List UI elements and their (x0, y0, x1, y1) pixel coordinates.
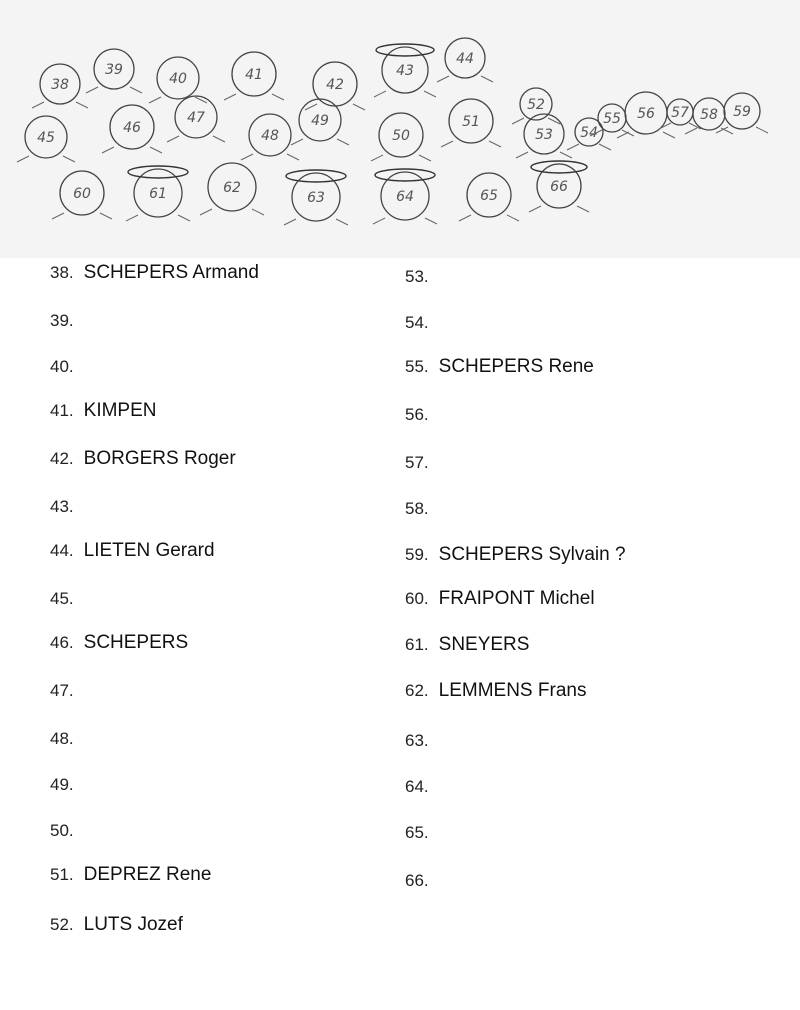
roster-entry (405, 452, 439, 474)
sketch-face-number: 62 (223, 180, 241, 196)
entry-number: 44. (50, 541, 74, 560)
sketch-face (374, 44, 436, 97)
sketch-face-number: 47 (187, 110, 205, 126)
roster-entry (50, 496, 84, 518)
sketch-face-number: 38 (51, 77, 69, 93)
sketch-face-number: 52 (527, 97, 545, 113)
roster-entry (405, 404, 439, 426)
sketch-face (241, 114, 299, 160)
sketch-canvas (0, 0, 800, 258)
sketch-face-number: 51 (462, 114, 480, 130)
sketch-face-number: 55 (603, 111, 621, 127)
sketch-face-number: 59 (733, 104, 751, 120)
roster-entry (405, 822, 439, 844)
sketch-face (102, 105, 162, 153)
entry-name: BORGERS Roger (83, 448, 236, 469)
sketch-face-number: 60 (73, 186, 91, 202)
entry-name: SCHEPERS (83, 632, 189, 653)
sketch-face-number: 46 (123, 120, 141, 136)
sketch-face (32, 64, 88, 108)
roster-entry (50, 864, 211, 886)
roster-entry (50, 728, 84, 750)
sketch-face (17, 116, 75, 162)
sketch-face (371, 113, 431, 161)
entry-name: FRAIPONT Michel (438, 588, 595, 609)
sketch-face (716, 93, 768, 133)
name-roster (0, 258, 800, 1010)
sketch-face-number: 44 (456, 51, 474, 67)
sketch-face-number: 66 (550, 179, 568, 195)
roster-entry (405, 266, 439, 288)
entry-number: 66. (405, 871, 429, 890)
roster-entry (405, 588, 595, 610)
entry-name: SNEYERS (438, 634, 530, 655)
sketch-face-number: 42 (326, 77, 344, 93)
sketch-face (284, 170, 348, 225)
sketch-face-number: 58 (700, 107, 718, 123)
roster-entry (50, 540, 215, 562)
entry-name: SCHEPERS Armand (83, 262, 259, 283)
entry-name: LIETEN Gerard (83, 540, 215, 561)
roster-entry (50, 448, 236, 470)
sketch-face (126, 166, 190, 221)
sketch-face-number: 49 (311, 113, 329, 129)
sketch-face (441, 99, 501, 147)
entry-name: SCHEPERS Sylvain ? (438, 544, 626, 565)
roster-entry (405, 870, 439, 892)
roster-entry (50, 588, 84, 610)
sketch-face (200, 163, 264, 215)
entry-number: 62. (405, 681, 429, 700)
entry-number: 57. (405, 453, 429, 472)
entry-name: SCHEPERS Rene (438, 356, 594, 377)
roster-entry (405, 312, 439, 334)
entry-number: 53. (405, 267, 429, 286)
entry-number: 39. (50, 311, 74, 330)
entry-number: 42. (50, 449, 74, 468)
entry-name: LEMMENS Frans (438, 680, 587, 701)
sketch-face-number: 54 (580, 125, 598, 141)
entry-number: 45. (50, 589, 74, 608)
roster-entry (405, 730, 439, 752)
sketch-face (373, 169, 437, 224)
sketch-face (516, 114, 572, 158)
entry-name: DEPREZ Rene (83, 864, 212, 885)
sketch-face (167, 96, 225, 142)
face-key-sketch (0, 0, 800, 258)
roster-entry (50, 632, 188, 654)
sketch-face (86, 49, 142, 93)
entry-number: 52. (50, 915, 74, 934)
sketch-face-number: 57 (671, 105, 689, 121)
roster-entry (405, 776, 439, 798)
entry-number: 61. (405, 635, 429, 654)
entry-number: 51. (50, 865, 74, 884)
sketch-face-number: 41 (245, 67, 263, 83)
sketch-face-number: 40 (169, 71, 187, 87)
sketch-face-number: 43 (396, 63, 414, 79)
sketch-face-number: 63 (307, 190, 325, 206)
entry-number: 43. (50, 497, 74, 516)
entry-number: 59. (405, 545, 429, 564)
sketch-face (305, 62, 365, 110)
sketch-face (512, 88, 560, 124)
entry-number: 41. (50, 401, 74, 420)
roster-entry (50, 680, 84, 702)
sketch-face (224, 52, 284, 100)
entry-number: 47. (50, 681, 74, 700)
entry-number: 38. (50, 263, 74, 282)
sketch-face-number: 45 (37, 130, 55, 146)
sketch-face-number: 56 (637, 106, 655, 122)
entry-number: 48. (50, 729, 74, 748)
roster-entry (50, 820, 84, 842)
sketch-face (437, 38, 493, 82)
entry-number: 46. (50, 633, 74, 652)
roster-entry (50, 310, 84, 332)
sketch-face-number: 48 (261, 128, 279, 144)
entry-number: 63. (405, 731, 429, 750)
entry-number: 58. (405, 499, 429, 518)
roster-entry (405, 356, 594, 378)
sketch-face-number: 65 (480, 188, 498, 204)
entry-number: 50. (50, 821, 74, 840)
roster-entry (50, 356, 84, 378)
sketch-face (529, 161, 589, 212)
roster-entry (405, 680, 586, 702)
sketch-face (617, 92, 675, 138)
roster-entry (50, 262, 259, 284)
roster-entry (50, 400, 157, 422)
sketch-face-number: 50 (392, 128, 410, 144)
entry-number: 55. (405, 357, 429, 376)
entry-number: 49. (50, 775, 74, 794)
sketch-face-number: 53 (535, 127, 553, 143)
sketch-face-number: 39 (105, 62, 123, 78)
entry-number: 64. (405, 777, 429, 796)
roster-entry (405, 498, 439, 520)
entry-number: 40. (50, 357, 74, 376)
sketch-face-number: 64 (396, 189, 414, 205)
roster-entry (50, 914, 183, 936)
roster-entry (50, 774, 84, 796)
sketch-face (52, 171, 112, 219)
sketch-face-number: 61 (149, 186, 167, 202)
entry-number: 60. (405, 589, 429, 608)
sketch-face (459, 173, 519, 221)
entry-number: 65. (405, 823, 429, 842)
entry-name: KIMPEN (83, 400, 157, 421)
entry-name: LUTS Jozef (83, 914, 183, 935)
entry-number: 56. (405, 405, 429, 424)
roster-entry (405, 544, 626, 566)
roster-entry (405, 634, 529, 656)
entry-number: 54. (405, 313, 429, 332)
